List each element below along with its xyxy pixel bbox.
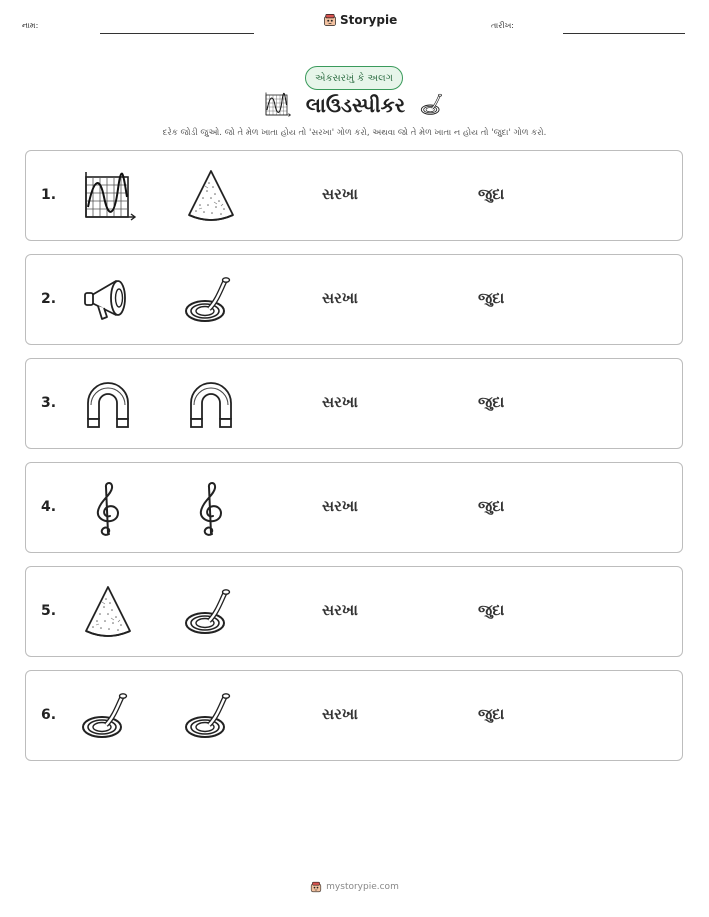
brand-name: Storypie — [340, 13, 398, 27]
row-number: 4. — [41, 499, 57, 515]
different-option[interactable]: જુદા — [478, 601, 505, 619]
question-row — [25, 566, 683, 657]
cone-icon — [78, 583, 138, 643]
date-line[interactable] — [563, 33, 685, 34]
same-option[interactable]: સરખા — [322, 185, 358, 203]
same-option[interactable]: સરખા — [322, 393, 358, 411]
name-line[interactable] — [100, 33, 254, 34]
different-option[interactable]: જુદા — [478, 185, 505, 203]
treble-clef-icon — [78, 479, 138, 539]
title-row — [0, 90, 709, 120]
question-row — [25, 150, 683, 241]
different-option[interactable]: જુદા — [478, 393, 505, 411]
pipe-coil-icon — [419, 91, 447, 119]
pipe-coil-icon — [181, 687, 241, 747]
pipe-coil-icon — [181, 583, 241, 643]
graph-icon — [262, 90, 292, 120]
footer-link[interactable]: mystorypie.com — [326, 882, 399, 892]
pipe-coil-icon — [181, 271, 241, 331]
instructions: દરેક જોડી જુઓ. જો તે મેળ ખાતા હોય તો 'સરખા' ગોળ કરો, અથવા જો તે મેળ ખાતા ન હોય તો 'જુદા' ગોળ કરો. — [162, 128, 547, 138]
magnet-icon — [78, 375, 138, 435]
mascot-icon — [310, 880, 322, 894]
graph-icon — [78, 167, 138, 227]
different-option[interactable]: જુદા — [478, 497, 505, 515]
name-label: નામ: — [22, 21, 39, 30]
cone-icon — [181, 167, 241, 227]
footer — [0, 880, 709, 894]
different-option[interactable]: જુદા — [478, 289, 505, 307]
row-number: 2. — [41, 291, 57, 307]
question-row — [25, 462, 683, 553]
same-option[interactable]: સરખા — [322, 705, 358, 723]
row-number: 5. — [41, 603, 57, 619]
row-number: 6. — [41, 707, 57, 723]
question-row — [25, 670, 683, 761]
page-title: લાઉડસ્પીકર — [305, 93, 406, 117]
magnet-icon — [181, 375, 241, 435]
same-option[interactable]: સરખા — [322, 497, 358, 515]
question-row — [25, 358, 683, 449]
row-number: 1. — [41, 187, 57, 203]
megaphone-icon — [78, 271, 138, 331]
different-option[interactable]: જુદા — [478, 705, 505, 723]
worksheet-badge: એકસરખું કે અલગ — [305, 66, 403, 90]
pipe-coil-icon — [78, 687, 138, 747]
same-option[interactable]: સરખા — [322, 289, 358, 307]
same-option[interactable]: સરખા — [322, 601, 358, 619]
mascot-icon — [323, 12, 337, 28]
question-row — [25, 254, 683, 345]
date-label: તારીખ: — [491, 21, 514, 30]
row-number: 3. — [41, 395, 57, 411]
treble-clef-icon — [181, 479, 241, 539]
brand-logo — [323, 12, 397, 28]
